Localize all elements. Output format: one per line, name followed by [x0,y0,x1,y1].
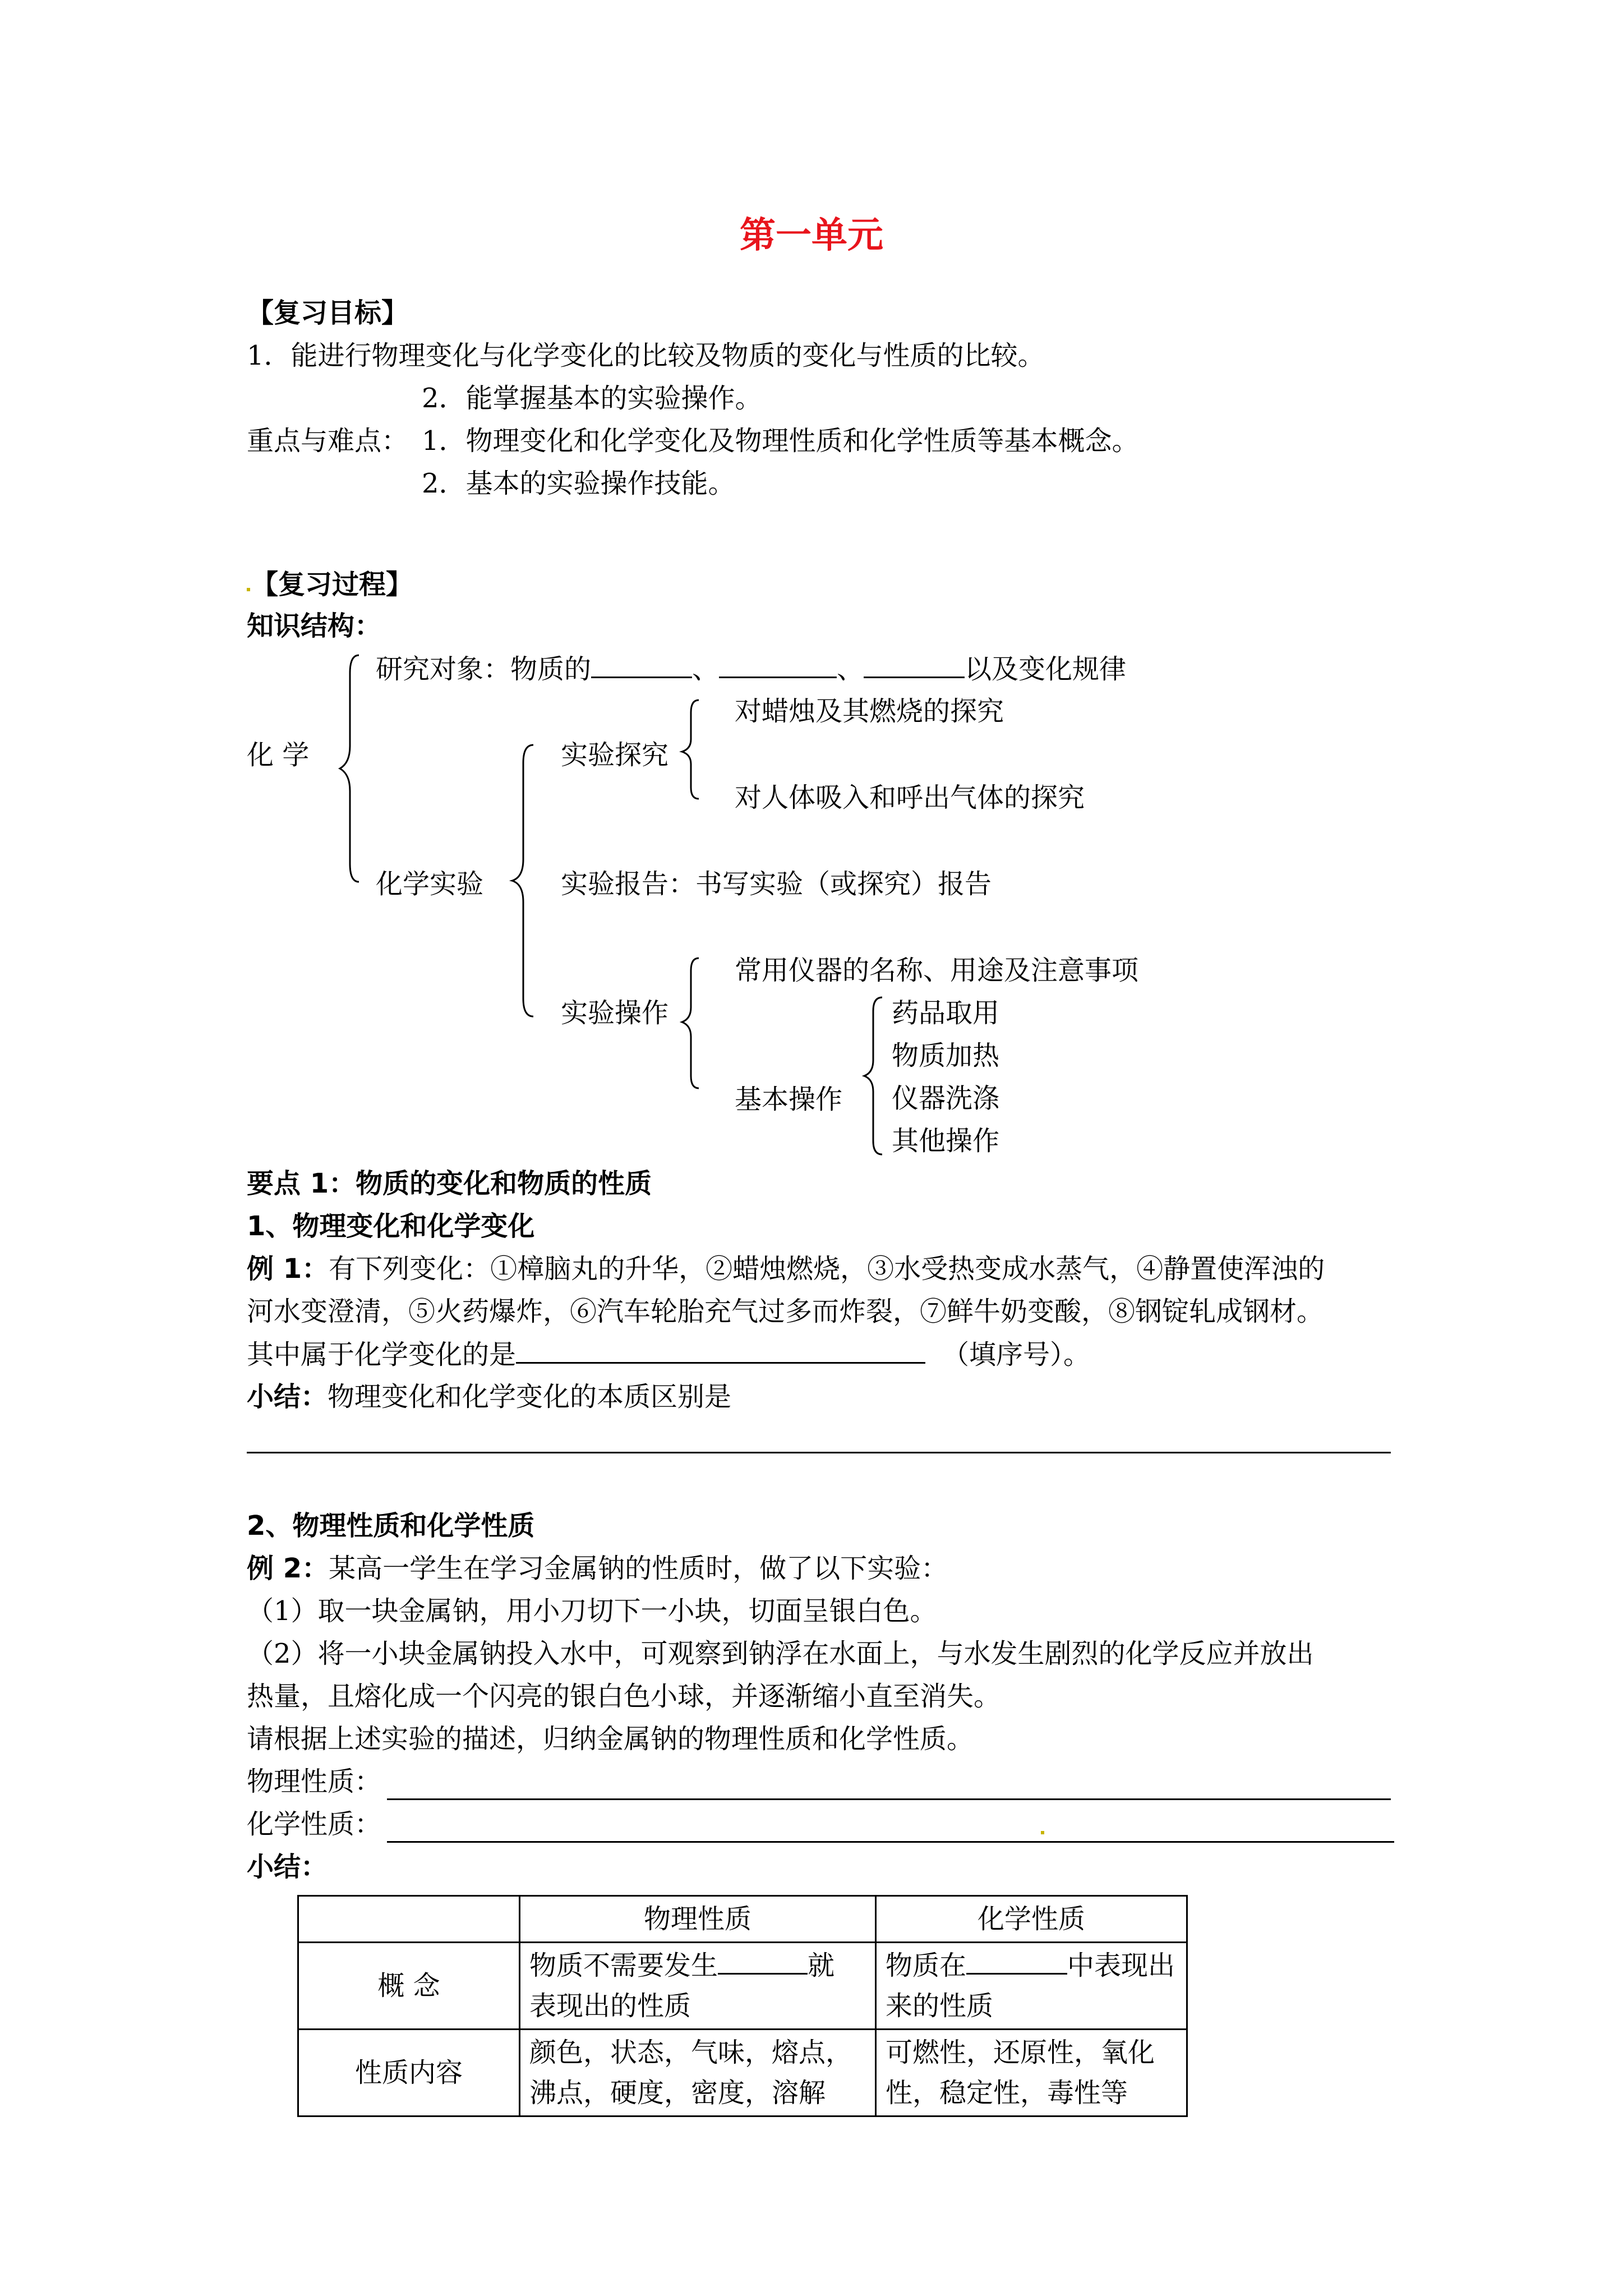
experiment-operations: 实验操作 [561,997,669,1029]
ops-instruments: 常用仪器的名称、用途及注意事项 [735,955,1139,986]
table-header-cell [298,1896,520,1943]
table-cell: 颜色，状态，气味，熔点， 沸点，硬度，密度，溶解 [520,2030,876,2116]
example2-line4: 热量，且熔化成一个闪亮的银白色小球，并逐渐缩小直至消失。 [247,1681,1001,1712]
example2-line3: （2）将一小块金属钠投入水中，可观察到钠浮在水面上，与水发生剧烈的化学反应并放出 [247,1638,1314,1669]
explore-candle: 对蜡烛及其燃烧的探究 [735,696,1004,727]
example2-line2: （1）取一块金属钠，用小刀切下一小块，切面呈银白色。 [247,1595,937,1627]
table-row [298,1896,1187,1943]
brace-basic [861,993,889,1161]
physical-property-line[interactable] [387,1798,1391,1800]
property-table [297,1895,1188,2117]
brace-experiment [508,740,541,1021]
basic-item-4: 其他操作 [892,1125,1000,1157]
chemical-property-line[interactable] [387,1841,1394,1843]
point1-heading: 要点 1：物质的变化和物质的性质 [247,1168,652,1199]
example1-line1: 例 1：有下列变化：①樟脑丸的升华，②蜡烛燃烧，③水受热变成水蒸气，④静置使浑浊的 [247,1253,1325,1285]
structure-label: 知识结构： [247,610,382,642]
ops-basic: 基本操作 [735,1084,843,1115]
example2-line5: 请根据上述实验的描述，归纳金属钠的物理性质和化学性质。 [247,1723,974,1755]
chemistry-experiment: 化学实验 [376,868,484,900]
point2-sub2: 2、物理性质和化学性质 [247,1510,535,1542]
key-point-1: 1．物理变化和化学变化及物理性质和化学性质等基本概念。 [422,425,1139,457]
tree-root-chemistry: 化 学 [247,739,310,771]
experiment-explore: 实验探究 [561,739,669,771]
explore-breath: 对人体吸入和呼出气体的探究 [735,782,1085,813]
stray-dot [1041,1831,1044,1834]
example1-line3: 其中属于化学变化的是 （填序号）。 [247,1337,1090,1372]
summary1: 小结：物理变化和化学变化的本质区别是 [247,1381,732,1412]
example1-line2: 河水变澄清，⑤火药爆炸，⑥汽车轮胎充气过多而炸裂，⑦鲜牛奶变酸，⑧钢锭轧成钢材。 [247,1296,1324,1327]
summary2-label: 小结： [247,1851,328,1883]
experiment-report: 实验报告：书写实验（或探究）报告 [561,868,992,900]
brace-operations [679,954,707,1094]
brace-explore [679,696,707,802]
table-header-cell: 物理性质 [520,1896,876,1943]
goal-item-1: 1．能进行物理变化与化学变化的比较及物质的变化与性质的比较。 [247,340,1045,371]
goal-item-2: 2．能掌握基本的实验操作。 [422,383,762,414]
physical-property-label: 物理性质： [247,1766,382,1797]
table-row-label: 性质内容 [298,2030,520,2116]
page-title: 第一单元 [740,215,883,256]
answer-blank[interactable] [516,1337,925,1364]
table-row [298,2030,1187,2116]
brace-root [336,651,370,886]
goals-heading: 【复习目标】 [247,297,409,329]
stray-dot [247,588,250,591]
table-header-cell: 化学性质 [876,1896,1187,1943]
summary1-answer-line[interactable] [247,1452,1391,1453]
key-point-2: 2．基本的实验操作技能。 [422,468,735,499]
research-object: 研究对象：物质的 、 、 以及变化规律 [376,652,1126,686]
chemical-property-label: 化学性质： [247,1809,382,1840]
example2-line1: 例 2：某高一学生在学习金属钠的性质时，做了以下实验： [247,1553,948,1584]
key-points-label: 重点与难点： [247,425,409,457]
table-cell: 可燃性，还原性，氧化 性，稳定性，毒性等 [876,2030,1187,2116]
process-heading: 【复习过程】 [251,569,413,600]
point1-sub1: 1、物理变化和化学变化 [247,1211,535,1242]
table-row [298,1943,1187,2030]
table-row-label: 概 念 [298,1943,520,2030]
basic-item-2: 物质加热 [892,1040,1000,1071]
table-cell: 物质在 中表现出 来的性质 [876,1943,1187,2030]
basic-item-3: 仪器洗涤 [892,1083,1000,1114]
basic-item-1: 药品取用 [892,997,1000,1029]
table-cell: 物质不需要发生 就 表现出的性质 [520,1943,876,2030]
